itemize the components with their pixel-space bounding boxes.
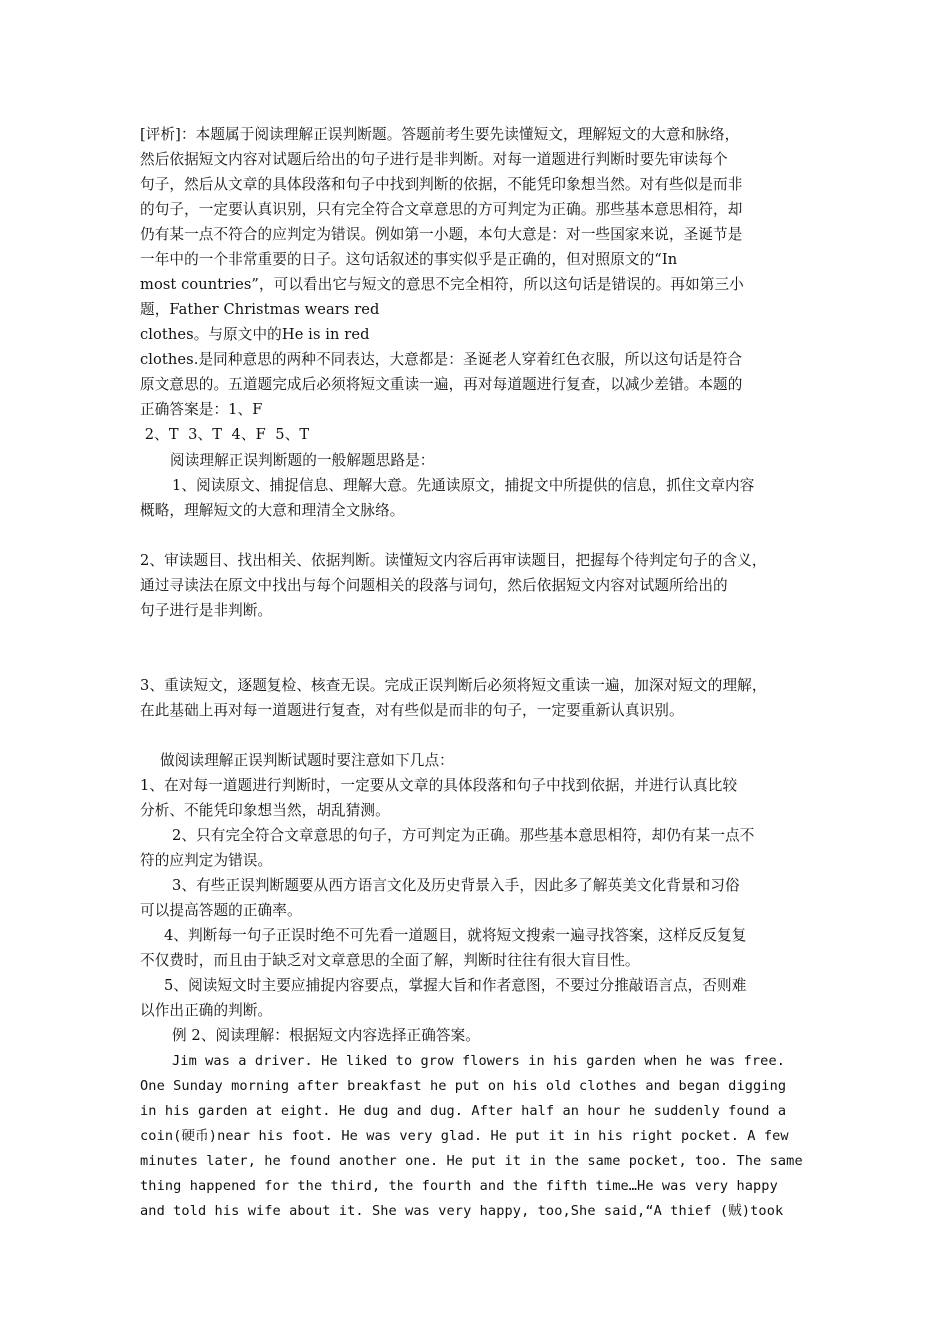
note5-line-1: 5、阅读短文时主要应捕捉内容要点，掌握大旨和作者意图，不要过分推敲语言点，否则难 <box>164 977 747 994</box>
review-line-12: 正确答案是：1、F <box>140 401 263 418</box>
review-line-11: 原文意思的。五道题完成后必须将短文重读一遍，再对每道题进行复查，以减少差错。本题的 <box>140 376 743 393</box>
step3-line-2: 在此基础上再对每一道题进行复查，对有些似是而非的句子，一定要重新认真识别。 <box>140 702 684 719</box>
story-line-4: coin(硬币)near his foot. He was very glad. He put it in his right pocket. A few <box>140 1128 789 1144</box>
note1-line-1: 1、在对每一道题进行判断时，一定要从文章的具体段落和句子中找到依据，并进行认真比较 <box>140 777 738 794</box>
review-line-6: 一年中的一个非常重要的日子。这句话叙述的事实似乎是正确的，但对照原文的“In <box>140 251 678 268</box>
story-line-7: and told his wife about it. She was very happy, too,She said,“A thief (贼)took <box>140 1203 784 1219</box>
example-title: 例 2、阅读理解：根据短文内容选择正确答案。 <box>172 1027 481 1044</box>
note3-line-2: 可以提高答题的正确率。 <box>140 902 302 919</box>
review-line-4: 的句子，一定要认真识别，只有完全符合文章意思的方可判定为正确。那些基本意思相符，却 <box>140 201 743 218</box>
note4-line-1: 4、判断每一句子正误时绝不可先看一道题目，就将短文搜索一遍寻找答案，这样反反复复 <box>164 927 747 944</box>
note2-line-2: 符的应判定为错误。 <box>140 852 273 869</box>
note5-line-2: 以作出正确的判断。 <box>140 1002 273 1019</box>
story-line-6: thing happened for the third, the fourth and the fifth time…He was very happy <box>140 1178 778 1194</box>
step1-line-1: 1、阅读原文、捕捉信息、理解大意。先通读原文，捕捉文中所提供的信息，抓住文章内容 <box>172 477 755 494</box>
story-line-5: minutes later, he found another one. He put it in the same pocket, too. The same <box>140 1153 803 1169</box>
note3-line-1: 3、有些正误判断题要从西方语言文化及历史背景入手，因此多了解英美文化背景和习俗 <box>172 877 740 894</box>
step2-line-3: 句子进行是非判断。 <box>140 602 273 619</box>
story-line-1: Jim was a driver. He liked to grow flowers in his garden when he was free. <box>172 1053 786 1069</box>
story-line-2: One Sunday morning after breakfast he put on his old clothes and began digging <box>140 1078 787 1094</box>
story-line-3: in his garden at eight. He dug and dug. After half an hour he suddenly found a <box>140 1103 787 1119</box>
approach-title: 阅读理解正误判断题的一般解题思路是： <box>170 452 435 469</box>
review-line-10: clothes.是同种意思的两种不同表达，大意都是：圣诞老人穿着红色衣服，所以这句话是符合 <box>140 351 743 368</box>
review-line-9: clothes。与原文中的He is in red <box>140 326 370 343</box>
review-line-8: 题，Father Christmas wears red <box>140 301 380 318</box>
notes-title: 做阅读理解正误判断试题时要注意如下几点： <box>160 752 454 769</box>
note4-line-2: 不仅费时，而且由于缺乏对文章意思的全面了解，判断时往往有很大盲目性。 <box>140 952 640 969</box>
note2-line-1: 2、只有完全符合文章意思的句子，方可判定为正确。那些基本意思相符，却仍有某一点不 <box>172 827 755 844</box>
review-line-7: most countries”，可以看出它与短文的意思不完全相符，所以这句话是错误的。再如第三小 <box>140 276 744 293</box>
review-line-5: 仍有某一点不符合的应判定为错误。例如第一小题，本句大意是：对一些国家来说，圣诞节是 <box>140 226 743 243</box>
review-line-1: [评析]：本题属于阅读理解正误判断题。答题前考生要先读懂短文，理解短文的大意和脉络， <box>140 126 740 143</box>
review-line-3: 句子，然后从文章的具体段落和句子中找到判断的依据，不能凭印象想当然。对有些似是而非 <box>140 176 743 193</box>
step1-line-2: 概略，理解短文的大意和理清全文脉络。 <box>140 502 405 519</box>
review-line-2: 然后依据短文内容对试题后给出的句子进行是非判断。对每一道题进行判断时要先审读每个 <box>140 151 728 168</box>
note1-line-2: 分析、不能凭印象想当然，胡乱猜测。 <box>140 802 390 819</box>
review-answers-line: 2、T 3、T 4、F 5、T <box>140 426 310 443</box>
step2-line-1: 2、审读题目、找出相关、依据判断。读懂短文内容后再审读题目，把握每个待判定句子的含义， <box>140 552 767 569</box>
step3-line-1: 3、重读短文，逐题复检、核查无误。完成正误判断后必须将短文重读一遍，加深对短文的理解， <box>140 677 767 694</box>
step2-line-2: 通过寻读法在原文中找出与每个问题相关的段落与词句，然后依据短文内容对试题所给出的 <box>140 577 728 594</box>
